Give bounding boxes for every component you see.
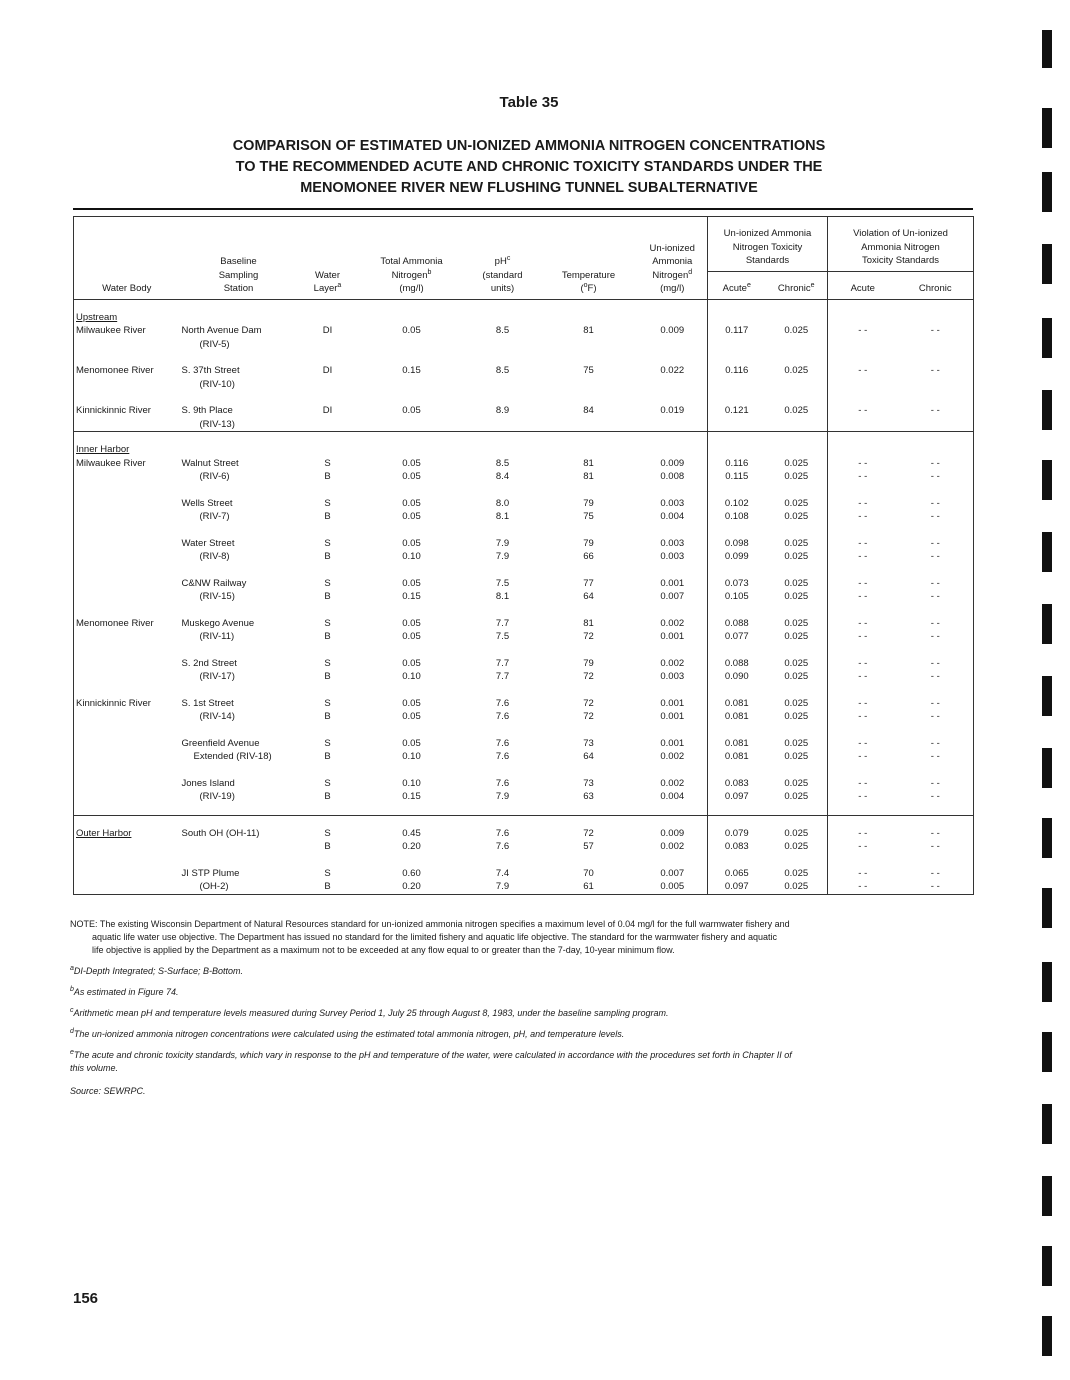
table-row: Menomonee River S. 37th Street DI 0.15 8.5 75 0.022 0.116 0.025 - - - - bbox=[74, 364, 974, 378]
col-std-acute: Acute$^e$ bbox=[708, 271, 766, 299]
scan-edge-mark bbox=[1042, 172, 1052, 212]
table-row: Jones Island S 0.10 7.6 73 0.002 0.083 0.025 - - - - bbox=[74, 777, 974, 791]
ammonia-comparison-table bbox=[73, 216, 974, 895]
col-group-violation: Violation of Un-ionized Ammonia Nitrogen Toxicity Standards bbox=[828, 217, 974, 272]
scan-edge-mark bbox=[1042, 818, 1052, 858]
section-label: Outer Harbor bbox=[76, 827, 132, 839]
footnote-c: $^c$Arithmetic mean pH and temperature levels measured during Survey Period 1, July 25 through August 8, 1983, under the baseline sampling program. bbox=[70, 1007, 669, 1018]
note: NOTE: The existing Wisconsin Department of Natural Resources standard for un-ionized ammonia nitrogen specifies a maximum level of 0.04 mg/l for the full warmwater fishery and aquatic life water use objective. The Department has issued no standard for the limited fishery and aquatic life objective. The standard for the warmwater fishery and aquatic life objective is applied by the Department as a maximum not to be exceeded at any flow equal to or greater than the 7-day, 10-year minimum flow. bbox=[70, 919, 790, 955]
table-row: S. 2nd Street S 0.05 7.7 79 0.002 0.088 0.025 - - - - bbox=[74, 657, 974, 671]
col-ph: $pH^c$ (standard units) bbox=[466, 217, 540, 300]
col-std-chronic: Chronic$^e$ bbox=[766, 271, 828, 299]
table-row-bottom-layer: B 0.20 7.6 57 0.002 0.083 0.025 - - - - bbox=[74, 840, 974, 854]
scan-edge-mark bbox=[1042, 888, 1052, 928]
col-viol-acute: Acute bbox=[828, 271, 898, 299]
table-title bbox=[0, 136, 1058, 199]
scan-edge-mark bbox=[1042, 108, 1052, 148]
col-station: Baseline Sampling Station bbox=[180, 217, 298, 300]
footnote-a: $^a$DI-Depth Integrated; S-Surface; B-Bottom. bbox=[70, 965, 243, 976]
col-unionized-ammonia: Un-ionized Ammonia Nitrogen$^d$ (mg/l) bbox=[638, 217, 708, 300]
table-row: C&NW Railway S 0.05 7.5 77 0.001 0.073 0.025 - - - - bbox=[74, 577, 974, 591]
table-row: Wells Street S 0.05 8.0 79 0.003 0.102 0.025 - - - - bbox=[74, 497, 974, 511]
scan-edge-mark bbox=[1042, 1246, 1052, 1286]
scan-edge-mark bbox=[1042, 1176, 1052, 1216]
scan-edge-mark bbox=[1042, 1104, 1052, 1144]
footnote-b: $^b$As estimated in Figure 74. bbox=[70, 986, 179, 997]
table-row-bottom-layer: (RIV-19) B 0.15 7.9 63 0.004 0.097 0.025 - - - - bbox=[74, 790, 974, 804]
scan-edge-mark bbox=[1042, 460, 1052, 500]
col-temperature: Temperature ($^o$F) bbox=[540, 217, 638, 300]
section-upstream bbox=[74, 311, 974, 325]
scan-edge-mark bbox=[1042, 604, 1052, 644]
scan-edge-mark bbox=[1042, 748, 1052, 788]
table-row: Menomonee River Muskego Avenue S 0.05 7.7 81 0.002 0.088 0.025 - - - - bbox=[74, 617, 974, 631]
table-row-bottom-layer: (OH-2) B 0.20 7.9 61 0.005 0.097 0.025 - - - - bbox=[74, 880, 974, 894]
table-row-bottom-layer: (RIV-14) B 0.05 7.6 72 0.001 0.081 0.025 - - - - bbox=[74, 710, 974, 724]
scan-edge-mark bbox=[1042, 390, 1052, 430]
footnote-e: $^e$The acute and chronic toxicity standards, which vary in response to the pH and temperature of the water, were calculated in accordance with the procedures set forth in Chapter II of this volume. bbox=[70, 1049, 792, 1073]
title-line-2: TO THE RECOMMENDED ACUTE AND CHRONIC TOXICITY STANDARDS UNDER THE bbox=[235, 159, 823, 175]
table-row: Water Street S 0.05 7.9 79 0.003 0.098 0.025 - - - - bbox=[74, 537, 974, 551]
title-line-1: COMPARISON OF ESTIMATED UN-IONIZED AMMONIA NITROGEN CONCENTRATIONS bbox=[232, 138, 826, 154]
scan-edge-mark bbox=[1042, 962, 1052, 1002]
table-row: Kinnickinnic River S. 1st Street S 0.05 7.6 72 0.001 0.081 0.025 - - - - bbox=[74, 697, 974, 711]
scan-edge-mark bbox=[1042, 244, 1052, 284]
table-row: Outer Harbor South OH (OH-11) S 0.45 7.6 72 0.009 0.079 0.025 - - - - bbox=[74, 827, 974, 841]
scan-edge-mark bbox=[1042, 532, 1052, 572]
col-water-layer: Water Layer$^a$ bbox=[298, 217, 358, 300]
title-line-3: MENOMONEE RIVER NEW FLUSHING TUNNEL SUBALTERNATIVE bbox=[300, 180, 758, 196]
table-row-bottom-layer: (RIV-17) B 0.10 7.7 72 0.003 0.090 0.025 - - - - bbox=[74, 670, 974, 684]
table-row-bottom-layer: Extended (RIV-18) B 0.10 7.6 64 0.002 0.081 0.025 - - - - bbox=[74, 750, 974, 764]
table-row: Greenfield Avenue S 0.05 7.6 73 0.001 0.081 0.025 - - - - bbox=[74, 737, 974, 751]
section-label: Inner Harbor bbox=[76, 444, 130, 455]
table-row-bottom-layer: (RIV-8) B 0.10 7.9 66 0.003 0.099 0.025 - - - - bbox=[74, 550, 974, 564]
scan-edge-mark bbox=[1042, 1032, 1052, 1072]
table-row-bottom-layer: (RIV-15) B 0.15 8.1 64 0.007 0.105 0.025 - - - - bbox=[74, 590, 974, 604]
scan-edge-mark bbox=[1042, 318, 1052, 358]
table-body: Upstream Milwaukee River North Avenue Dam DI 0.05 8.5 81 0.009 0.117 0.025 - - - - (RIV-5) Menomonee River S. 37th Street DI 0.15 8.5 75 0.022 0.116 0.025 - - - - (RIV-10) Kinnickinnic River S. 9th Place DI 0.05 8.9 84 0.019 0.121 0.025 - - - - (RIV-13) Inner Harbor bbox=[74, 299, 974, 457]
outer-harbor-body bbox=[74, 815, 974, 827]
outer-harbor-rows bbox=[74, 827, 974, 895]
col-group-standards: Un-ionized Ammonia Nitrogen Toxicity Standards bbox=[708, 217, 828, 272]
scan-edge-mark bbox=[1042, 30, 1052, 68]
page-number: 156 bbox=[73, 1290, 99, 1307]
col-water-body: Water Body bbox=[74, 217, 180, 300]
table-row-bottom-layer: (RIV-11) B 0.05 7.5 72 0.001 0.077 0.025 - - - - bbox=[74, 630, 974, 644]
col-total-ammonia: Total Ammonia Nitrogen$^b$ (mg/l) bbox=[358, 217, 466, 300]
section-label: Upstream bbox=[76, 311, 118, 323]
table-row: JI STP Plume S 0.60 7.4 70 0.007 0.065 0.025 - - - - bbox=[74, 867, 974, 881]
table-notes bbox=[70, 918, 950, 1098]
table-row-bottom-layer: (RIV-6) B 0.05 8.4 81 0.008 0.115 0.025 - - - - bbox=[74, 470, 974, 484]
table-top-rule bbox=[73, 208, 973, 210]
table-row: Kinnickinnic River S. 9th Place DI 0.05 8.9 84 0.019 0.121 0.025 - - - - bbox=[74, 404, 974, 418]
source-note: Source: SEWRPC. bbox=[70, 1086, 146, 1096]
table-header bbox=[74, 217, 974, 300]
table-row: Milwaukee River North Avenue Dam DI 0.05 8.5 81 0.009 0.117 0.025 - - - - bbox=[74, 324, 974, 338]
footnote-d: $^d$The un-ionized ammonia nitrogen concentrations were calculated using the estimated total ammonia nitrogen, pH, and temperature levels. bbox=[70, 1028, 625, 1039]
table-row: Milwaukee River Walnut Street S 0.05 8.5 81 0.009 0.116 0.025 - - - - bbox=[74, 457, 974, 471]
section-inner-harbor bbox=[74, 443, 974, 457]
table-row-bottom-layer: (RIV-7) B 0.05 8.1 75 0.004 0.108 0.025 - - - - bbox=[74, 510, 974, 524]
scan-edge-mark bbox=[1042, 676, 1052, 716]
table-number: Table 35 bbox=[499, 94, 559, 111]
scan-edge-mark bbox=[1042, 1316, 1052, 1356]
inner-harbor-body bbox=[74, 457, 974, 816]
col-viol-chronic: Chronic bbox=[898, 271, 974, 299]
